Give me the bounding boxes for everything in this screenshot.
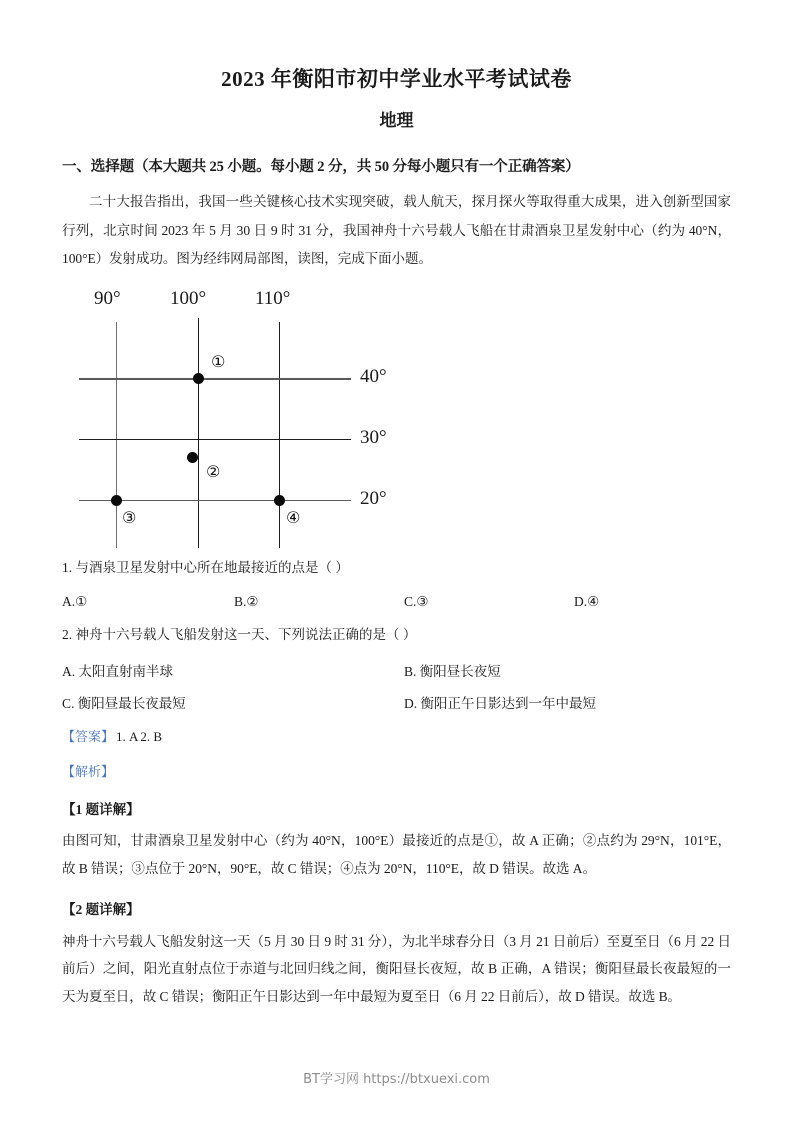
answer-item-2: 2. B	[140, 728, 163, 744]
question-2-options-row-1	[62, 645, 731, 677]
question-1-text: 1. 与酒泉卫星发射中心所在地最接近的点是（ ）	[62, 560, 349, 576]
detail-2-heading: 【2 题详解】	[62, 902, 140, 918]
longitude-label-100: 100°	[170, 288, 207, 310]
plot-point-4-label: ④	[286, 508, 301, 528]
analysis-tag: 【解析】	[62, 764, 115, 780]
question-2-option-d[interactable]: D. 衡阳正午日影达到一年中最短	[404, 695, 596, 711]
meridian-90	[116, 322, 117, 548]
latitude-label-30: 30°	[360, 427, 387, 449]
latitude-label-40: 40°	[360, 366, 387, 388]
question-2-option-b[interactable]: B. 衡阳昼长夜短	[404, 663, 501, 679]
latitude-label-20: 20°	[360, 488, 387, 510]
question-2-option-c[interactable]: C. 衡阳昼最长夜最短	[62, 695, 186, 711]
page-subtitle: 地理	[379, 111, 414, 131]
answer-item-1: 1. A	[116, 728, 139, 744]
question-1-option-a[interactable]: A.①	[62, 593, 88, 609]
parallel-30	[79, 439, 351, 440]
plot-point-1	[193, 373, 204, 384]
lat-lon-grid-figure	[70, 282, 490, 544]
question-1-option-b[interactable]: B.②	[234, 593, 259, 609]
plot-point-3	[111, 495, 122, 506]
meridian-110	[279, 322, 280, 548]
plot-point-2-label: ②	[206, 462, 221, 482]
plot-point-4	[274, 495, 285, 506]
page-title: 2023 年衡阳市初中学业水平考试试卷	[221, 67, 572, 91]
answer-tag: 【答案】	[62, 728, 115, 744]
question-2-options-row-2	[62, 677, 731, 709]
plot-point-2	[187, 452, 198, 463]
answer-line	[62, 709, 731, 747]
question-1-option-c[interactable]: C.③	[404, 593, 429, 609]
stem-paragraph: 二十大报告指出，我国一些关键核心技术实现突破，载人航天，探月探火等取得重大成果，进入创新型国家行列，北京时间 2023 年 5 月 30 日 9 时 31 分，我国神舟十六号载人飞船在甘肃酒泉卫星发射中心（约为 40°N，100°E）发射成功。图为经纬网局部图，读图，完成下面小题。	[62, 193, 731, 267]
analysis-line	[62, 746, 731, 782]
detail-1-body: 由图可知，甘肃酒泉卫星发射中心（约为 40°N，100°E）最接近的点是①，故 A 正确；②点约为 29°N，101°E，故 B 错误；③点位于 20°N，90°E，故 C 错误；④点为 20°N，110°E，故 D 错误。故选 A。	[62, 833, 731, 876]
plot-point-3-label: ③	[122, 508, 137, 528]
meridian-100	[198, 318, 199, 548]
longitude-label-90: 90°	[94, 288, 121, 310]
plot-point-1-label: ①	[211, 352, 226, 372]
section-header: 一、选择题（本大题共 25 小题。每小题 2 分，共 50 分每小题只有一个正确答案）	[62, 159, 580, 176]
question-2-text: 2. 神舟十六号载人飞船发射这一天、下列说法正确的是（ ）	[62, 626, 417, 642]
question-2-option-a[interactable]: A. 太阳直射南半球	[62, 663, 173, 679]
detail-1-heading: 【1 题详解】	[62, 801, 140, 817]
question-1-options	[62, 579, 731, 611]
detail-2-body: 神舟十六号载人飞船发射这一天（5 月 30 日 9 时 31 分），为北半球春分日（3 月 21 日前后）至夏至日（6 月 22 日前后）之间，阳光直射点位于赤道与北回归线之间，衡阳昼长夜短，故 B 正确，A 错误；衡阳昼最长夜最短的一天为夏至日，故 C 错误；衡阳正午日影达到一年中最短为夏至日（6 月 22 日前后），故 D 错误。故选 B。	[62, 933, 731, 1004]
question-1-option-d[interactable]: D.④	[574, 593, 600, 609]
parallel-40	[79, 378, 351, 380]
footer-watermark: BT学习网 https://btxuexi.com	[303, 1072, 490, 1087]
longitude-label-110: 110°	[255, 288, 291, 310]
